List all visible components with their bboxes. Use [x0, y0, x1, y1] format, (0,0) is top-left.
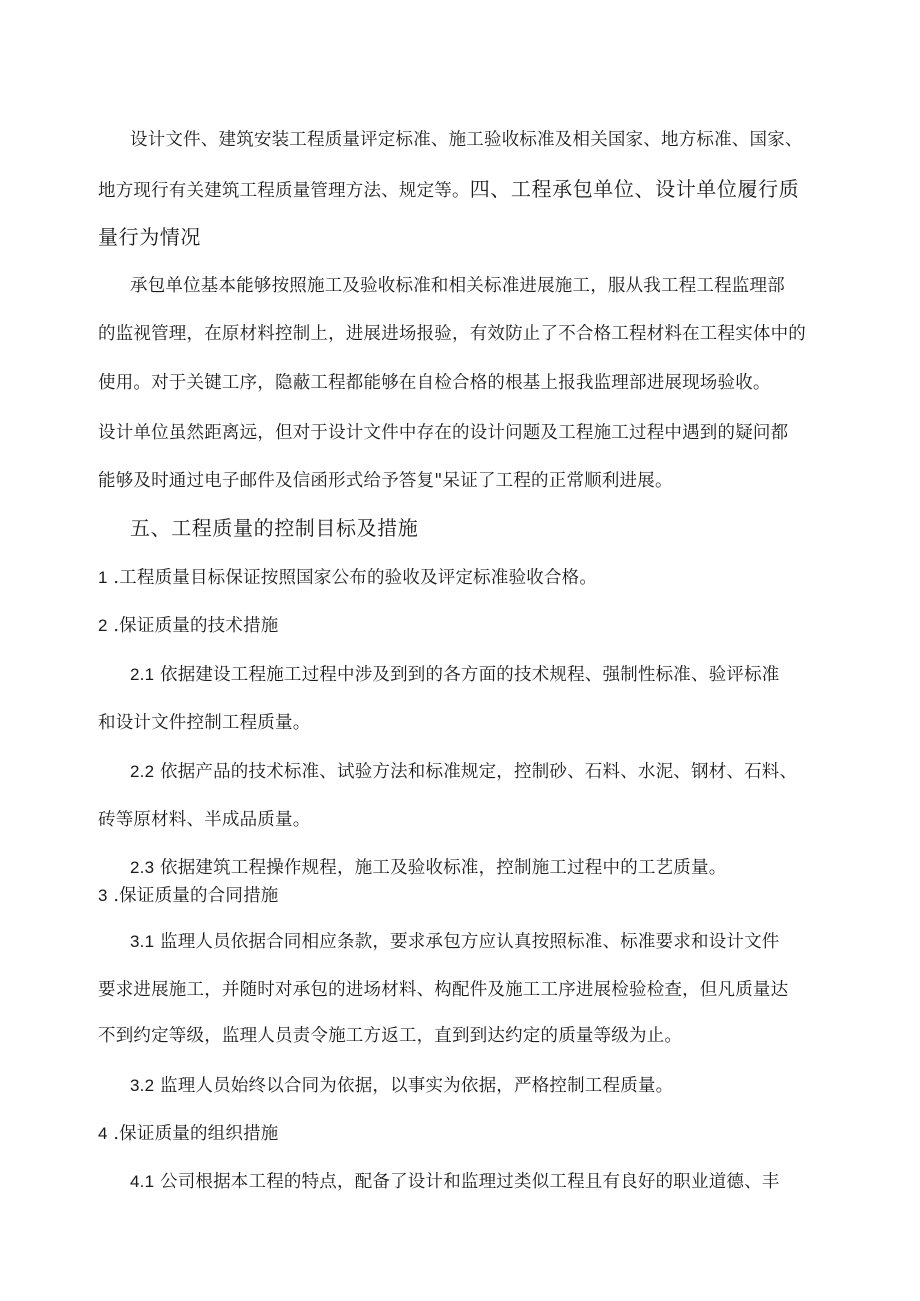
- sub-item-number: 3.1: [130, 932, 155, 951]
- sub-item: [130, 930, 838, 954]
- paragraph-line: 要求进展施工，并随时对承包的进场材料、构配件及施工工序进展检验检查，但凡质量达: [98, 980, 789, 1000]
- sub-item-number: 2.2: [130, 762, 155, 781]
- sub-item-text: 公司根据本工程的特点，配备了设计和监理过类似工程且有良好的职业道德、丰: [154, 1172, 780, 1192]
- sub-item-text: 监理人员依据合同相应条款，要求承包方应认真按照标准、标准要求和设计文件: [154, 932, 780, 952]
- sub-item: [130, 760, 838, 784]
- section-heading-4-cont: 量行为情况: [98, 225, 201, 249]
- list-item: [98, 1122, 838, 1146]
- list-number: 3: [98, 886, 108, 905]
- list-number: 2: [98, 616, 108, 635]
- paragraph-line: [98, 177, 838, 203]
- list-item: [98, 566, 838, 590]
- list-number: 1: [98, 568, 108, 587]
- section-heading-5: 五、工程质量的控制目标及措施: [130, 516, 419, 540]
- paragraph-line: 承包单位基本能够按照施工及验收标准和相关标准进展施工，服从我工程工程监理部: [130, 276, 785, 296]
- sub-item: [130, 663, 838, 687]
- list-text: .保证质量的组织措施: [107, 1124, 279, 1144]
- list-item: [98, 884, 838, 908]
- sub-item: [130, 1074, 838, 1098]
- list-text: .保证质量的合同措施: [107, 886, 279, 906]
- sub-item: [130, 1170, 838, 1194]
- paragraph-line: 能够及时通过电子邮件及信函形式给予答复"呆证了工程的正常顺利进展。: [98, 471, 673, 491]
- list-text: .保证质量的技术措施: [107, 616, 279, 636]
- sub-item-number: 2.3: [130, 858, 155, 877]
- sub-item-text: 监理人员始终以合同为依据，以事实为依据，严格控制工程质量。: [154, 1076, 674, 1096]
- paragraph-line: 砖等原材料、半成品质量。: [98, 810, 311, 830]
- paragraph-line: 和设计文件控制工程质量。: [98, 713, 311, 733]
- section-heading-4: 四、工程承包单位、设计单位履行质: [469, 177, 800, 201]
- paragraph-line: 设计文件、建筑安装工程质量评定标准、施工验收标准及相关国家、地方标准、国家、: [130, 130, 803, 150]
- paragraph-line: 使用。对于关键工序，隐蔽工程都能够在自检合格的根基上报我监理部进展现场验收。: [98, 373, 771, 393]
- sub-item-text: 依据产品的技术标准、试验方法和标准规定，控制砂、石料、水泥、钢材、石料、: [154, 762, 798, 782]
- paragraph-line: 设计单位虽然距离远，但对于设计文件中存在的设计问题及工程施工过程中遇到的疑问都: [98, 423, 789, 443]
- sub-item-number: 4.1: [130, 1172, 155, 1191]
- sub-item-text: 依据建设工程施工过程中涉及到到的各方面的技术规程、强制性标准、验评标准: [154, 665, 780, 685]
- text-run: 地方现行有关建筑工程质量管理方法、规定等。: [98, 181, 470, 201]
- sub-item-text: 依据建筑工程操作规程，施工及验收标准，控制施工过程中的工艺质量。: [154, 858, 727, 878]
- list-item: [98, 614, 838, 638]
- paragraph-line: 的监视管理，在原材料控制上，进展进场报验，有效防止了不合格工程材料在工程实体中的: [98, 324, 806, 344]
- list-number: 4: [98, 1124, 108, 1143]
- list-text: .工程质量目标保证按照国家公布的验收及评定标准验收合格。: [107, 568, 598, 588]
- sub-item: [130, 856, 838, 880]
- sub-item-number: 3.2: [130, 1076, 155, 1095]
- sub-item-number: 2.1: [130, 665, 155, 684]
- paragraph-line: 不到约定等级，监理人员责令施工方返工，直到到达约定的质量等级为止。: [98, 1026, 683, 1046]
